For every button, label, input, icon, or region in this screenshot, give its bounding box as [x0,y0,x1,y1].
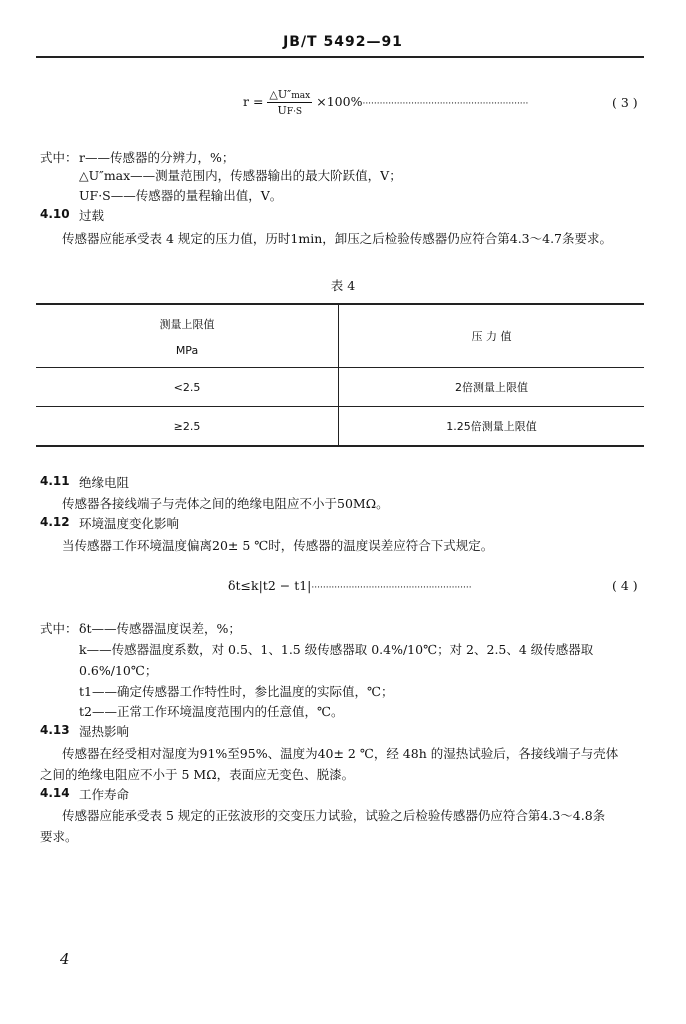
formula-4-expression: δt≤k|t2 − t1| [228,578,312,593]
formula-3-tail: ×100% [316,94,363,109]
formula-3-dots: ·························································· [362,99,529,109]
section-4-13-title: 湿热影响 [79,724,130,739]
table-row [36,407,644,447]
formula-3-denominator: U [277,104,287,117]
formula-4-dots: ························································ [311,583,472,593]
legend-3-du: △U″max——测量范围内，传感器输出的最大阶跃值，V； [79,168,402,183]
page-number: 4 [60,950,70,968]
legend-4-k-line2: 0.6%/10℃； [79,663,158,678]
table-4-caption: 表 4 [330,278,356,293]
section-4-11-number: 4.11 [40,474,70,488]
table-4 [36,303,644,447]
section-4-14-body-line1: 传感器应能承受表 5 规定的正弦波形的交变压力试验，试验之后检验传感器仍应符合第4.3～4.8条 [62,808,606,823]
legend-4-intro: 式中： [40,621,78,636]
formula-3-label: ( 3 ) [612,95,638,110]
table-4-cell-range: ≥2.5 [36,407,339,447]
page-header-standard-number: JB/T 5492—91 [283,34,403,50]
table-4-cell-pressure: 1.25倍测量上限值 [339,407,645,447]
table-4-cell-range: <2.5 [36,368,339,407]
section-4-11-title: 绝缘电阻 [79,475,130,490]
table-4-header-row [36,304,644,368]
legend-3-intro: 式中： [40,150,78,165]
formula-4-label: ( 4 ) [612,578,638,593]
formula-3-fraction [267,88,312,117]
section-4-10-number: 4.10 [40,207,70,221]
section-4-10-title: 过载 [79,208,105,223]
table-4-header-col2: 压 力 值 [339,304,645,368]
header-rule [36,56,644,58]
legend-4-delta: δt——传感器温度误差，%； [79,621,241,636]
legend-4-k-line1: k——传感器温度系数，对 0.5、1、1.5 级传感器取 0.4%/10℃；对 2、2.5、4 级传感器取 [79,642,594,657]
formula-3-numerator-sub: max [291,91,311,101]
table-4-header-col1-line1: 测量上限值 [159,317,215,331]
legend-4-t1: t1——确定传感器工作特性时，参比温度的实际值，℃； [79,684,394,699]
section-4-12-body: 当传感器工作环境温度偏离20± 5 ℃时，传感器的温度误差应符合下式规定。 [62,538,494,553]
section-4-12-number: 4.12 [40,515,70,529]
section-4-14-number: 4.14 [40,786,70,800]
section-4-12-title: 环境温度变化影响 [79,516,180,531]
table-4-header-col1 [36,304,339,368]
section-4-14-title: 工作寿命 [79,787,130,802]
section-4-11-body: 传感器各接线端子与壳体之间的绝缘电阻应不小于50MΩ。 [62,496,389,511]
formula-3 [243,88,528,117]
formula-3-lhs: r = [243,94,264,109]
legend-3-r: r——传感器的分辨力，%； [79,150,235,165]
formula-3-numerator: △U″ [269,88,292,101]
formula-4 [228,578,472,593]
formula-3-denominator-sub: F·S [286,107,303,117]
section-4-10-body: 传感器应能承受表 4 规定的压力值，历时1min，卸压之后检验传感器仍应符合第4.3～4.7条要求。 [62,231,613,246]
section-4-13-number: 4.13 [40,723,70,737]
section-4-14-body-line2: 要求。 [40,829,78,844]
legend-4-t2: t2——正常工作环境温度范围内的任意值，℃。 [79,704,344,719]
section-4-13-body-line2: 之间的绝缘电阻应不小于 5 MΩ，表面应无变色、脱漆。 [40,767,355,782]
legend-3-ufs: UF·S——传感器的量程输出值，V。 [79,188,283,203]
table-4-header-col1-line2: MPa [175,343,199,357]
section-4-13-body-line1: 传感器在经受相对湿度为91%至95%、温度为40± 2 ℃，经 48h 的湿热试验后，各接线端子与壳体 [62,746,619,761]
table-row [36,368,644,407]
table-4-cell-pressure: 2倍测量上限值 [339,368,645,407]
